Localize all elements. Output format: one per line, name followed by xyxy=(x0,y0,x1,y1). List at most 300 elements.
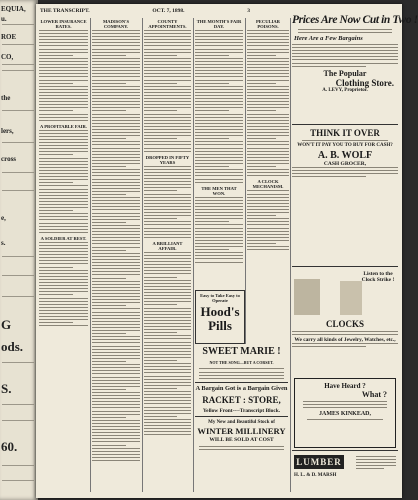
text-line xyxy=(92,370,140,371)
clocks-title: CLOCKS xyxy=(325,319,364,329)
prev-text-5: the xyxy=(1,94,11,102)
text-line xyxy=(195,73,243,74)
text-line xyxy=(144,228,191,229)
article-text-col4b xyxy=(195,197,243,263)
text-line xyxy=(144,36,191,37)
newspaper-page xyxy=(36,4,418,498)
text-line xyxy=(39,154,73,155)
text-line xyxy=(247,42,289,43)
text-line xyxy=(195,148,243,149)
text-line xyxy=(39,55,73,56)
text-line xyxy=(39,316,88,317)
text-line xyxy=(39,226,88,227)
text-line xyxy=(195,132,243,133)
have-heard-line: Have Heard ? xyxy=(324,382,366,390)
text-line xyxy=(92,401,140,402)
text-line xyxy=(39,210,73,211)
text-line xyxy=(39,313,88,314)
text-line xyxy=(247,73,289,74)
text-line xyxy=(144,95,191,96)
text-line xyxy=(144,258,191,259)
text-line xyxy=(39,260,88,261)
text-line xyxy=(247,212,289,213)
text-line xyxy=(92,367,140,368)
text-line xyxy=(92,107,140,108)
text-line xyxy=(39,158,88,159)
text-line xyxy=(195,237,243,238)
text-line xyxy=(92,271,140,272)
masthead-date: OCT. 7, 1898. xyxy=(152,8,185,14)
text-line xyxy=(92,287,140,288)
text-line xyxy=(39,73,88,74)
text-line xyxy=(195,55,229,56)
text-line xyxy=(39,104,88,105)
text-line xyxy=(39,67,88,68)
text-line xyxy=(92,448,140,449)
text-line xyxy=(247,95,289,96)
text-line xyxy=(39,86,88,87)
text-line xyxy=(92,55,126,56)
text-line xyxy=(92,432,140,433)
text-line xyxy=(247,249,289,250)
text-line xyxy=(92,234,140,235)
text-line xyxy=(92,330,140,331)
text-line xyxy=(144,221,191,222)
text-line xyxy=(92,157,140,158)
text-line xyxy=(144,203,191,204)
text-line xyxy=(144,58,191,59)
text-line xyxy=(39,136,88,137)
text-line xyxy=(247,104,289,105)
text-line xyxy=(39,145,88,146)
text-line xyxy=(144,101,191,102)
text-line xyxy=(92,188,140,189)
text-line xyxy=(92,373,140,374)
text-line xyxy=(39,70,88,71)
text-line xyxy=(247,120,289,121)
clocks-ad xyxy=(292,266,398,371)
text-line xyxy=(144,314,191,315)
text-line xyxy=(92,293,140,294)
clock-strike-title: Listen to the Clock Strike ! xyxy=(361,271,395,283)
text-line xyxy=(144,49,191,50)
text-line xyxy=(144,45,191,46)
text-line xyxy=(195,218,243,219)
text-line xyxy=(39,251,88,252)
text-line xyxy=(247,123,289,124)
text-line xyxy=(92,426,140,427)
text-line xyxy=(144,148,191,149)
text-line xyxy=(92,39,140,40)
text-line xyxy=(144,178,191,179)
text-line xyxy=(247,190,289,191)
text-line xyxy=(92,460,140,461)
headline-months-fair-day: THE MONTH'S FAIR DAY. xyxy=(196,19,242,29)
text-line xyxy=(247,67,289,68)
new-stock-line: My New and Beautiful Stock of xyxy=(208,420,275,425)
text-line xyxy=(195,209,243,210)
text-line xyxy=(92,278,126,279)
text-line xyxy=(92,175,140,176)
headline-soldier-at-rest: A SOLDIER AT REST. xyxy=(40,235,87,241)
text-line xyxy=(144,292,191,293)
text-line xyxy=(39,229,88,230)
lumber-ad xyxy=(292,450,398,493)
prev-text-7: cross xyxy=(1,155,17,163)
easy-to-take-text: Easy to Take Easy to Operate xyxy=(200,293,240,303)
text-line xyxy=(92,52,140,53)
text-line xyxy=(195,138,229,139)
text-line xyxy=(39,248,88,249)
text-line xyxy=(195,206,243,207)
text-line xyxy=(195,169,243,170)
text-line xyxy=(195,166,229,167)
text-line xyxy=(247,114,289,115)
text-line xyxy=(144,73,191,74)
text-line xyxy=(144,181,191,182)
text-line xyxy=(39,232,88,233)
text-line xyxy=(39,49,88,50)
text-line xyxy=(144,169,191,170)
text-line xyxy=(247,135,289,136)
text-line xyxy=(144,123,191,124)
text-line xyxy=(144,280,191,281)
jewelry-line: We carry all kinds of Jewelry, Watches, etc., xyxy=(294,337,396,344)
text-line xyxy=(92,262,140,263)
text-line xyxy=(144,348,191,349)
text-line xyxy=(247,151,289,152)
text-line xyxy=(39,195,88,196)
text-line xyxy=(144,126,191,127)
text-line xyxy=(39,288,88,289)
text-line xyxy=(92,64,140,65)
text-line xyxy=(39,139,88,140)
text-line xyxy=(92,182,140,183)
clothing-store-title: Clothing Store. xyxy=(335,77,394,88)
text-line xyxy=(92,154,140,155)
kinkead-ad xyxy=(294,378,396,448)
article-text-col3c xyxy=(144,252,191,436)
text-line xyxy=(92,336,140,337)
headline-brilliant-affair: A BRILLIANT AFFAIR. xyxy=(152,240,183,251)
cash-question-line: WON'T IT PAY YOU TO BUY FOR CASH? xyxy=(297,143,393,148)
text-line xyxy=(92,101,140,102)
text-line xyxy=(144,311,191,312)
text-line xyxy=(92,364,140,365)
cash-grocer-line: CASH GROCER, xyxy=(323,161,367,167)
text-line xyxy=(92,126,140,127)
text-line xyxy=(144,70,191,71)
text-line xyxy=(195,45,243,46)
text-line xyxy=(92,92,140,93)
text-line xyxy=(247,110,276,111)
text-line xyxy=(39,45,88,46)
article-text-col3a xyxy=(144,30,191,152)
text-line xyxy=(39,92,88,93)
text-line xyxy=(92,86,140,87)
text-line xyxy=(195,197,243,198)
text-line xyxy=(247,203,289,204)
text-line xyxy=(39,325,88,326)
text-line xyxy=(39,294,73,295)
text-line xyxy=(144,366,191,367)
text-line xyxy=(144,283,191,284)
text-line xyxy=(247,39,289,40)
text-line xyxy=(92,445,126,446)
text-line xyxy=(195,249,229,250)
text-line xyxy=(92,247,140,248)
text-line xyxy=(92,312,140,313)
text-line xyxy=(92,296,140,297)
text-line xyxy=(144,360,177,361)
text-line xyxy=(92,203,140,204)
text-line xyxy=(144,369,191,370)
text-line xyxy=(247,30,289,31)
text-line xyxy=(247,169,289,170)
text-line xyxy=(247,107,289,108)
text-line xyxy=(92,135,140,136)
text-line xyxy=(144,39,191,40)
text-line xyxy=(144,194,191,195)
column-5 xyxy=(247,18,289,288)
text-line xyxy=(39,291,88,292)
text-line xyxy=(144,345,191,346)
text-line xyxy=(39,110,73,111)
text-line xyxy=(39,89,88,90)
text-line xyxy=(247,86,289,87)
text-line xyxy=(92,151,140,152)
text-line xyxy=(195,231,243,232)
clock-illustration-right xyxy=(340,281,362,315)
text-line xyxy=(39,263,88,264)
text-line xyxy=(92,411,140,412)
text-line xyxy=(144,200,191,201)
text-line xyxy=(144,326,191,327)
text-line xyxy=(92,259,140,260)
text-line xyxy=(195,255,243,256)
popular-title: The Popular xyxy=(323,68,367,78)
text-line xyxy=(144,379,191,380)
text-line xyxy=(247,83,276,84)
prev-text-1: EQUIA, xyxy=(1,5,26,13)
text-line xyxy=(247,61,289,62)
text-line xyxy=(92,45,140,46)
text-line xyxy=(39,298,88,299)
text-line xyxy=(39,151,88,152)
text-line xyxy=(92,58,140,59)
text-line xyxy=(92,290,140,291)
text-line xyxy=(92,429,140,430)
column-1 xyxy=(39,18,88,492)
text-line xyxy=(92,284,140,285)
text-line xyxy=(144,261,191,262)
text-line xyxy=(195,228,243,229)
text-line xyxy=(195,110,229,111)
text-line xyxy=(92,76,140,77)
text-line xyxy=(247,36,289,37)
text-line xyxy=(144,317,191,318)
text-line xyxy=(247,117,289,118)
text-line xyxy=(247,200,289,201)
text-line xyxy=(247,89,289,90)
text-line xyxy=(39,257,88,258)
text-line xyxy=(247,141,289,142)
text-line xyxy=(144,329,191,330)
text-line xyxy=(247,206,289,207)
text-line xyxy=(144,338,191,339)
text-line xyxy=(92,404,140,405)
text-line xyxy=(39,130,88,131)
text-line xyxy=(92,228,140,229)
text-line xyxy=(195,246,243,247)
text-line xyxy=(92,144,140,145)
text-line xyxy=(247,175,289,176)
text-line xyxy=(39,301,88,302)
text-line xyxy=(92,191,140,192)
headline-peculiar-poisons: PECULIAR POISONS. xyxy=(256,19,280,29)
text-line xyxy=(195,163,243,164)
text-line xyxy=(144,308,191,309)
text-line xyxy=(39,76,88,77)
text-line xyxy=(92,441,140,442)
text-line xyxy=(144,114,191,115)
text-line xyxy=(144,52,191,53)
text-line xyxy=(247,92,289,93)
text-line xyxy=(144,289,191,290)
text-line xyxy=(247,49,289,50)
prev-text-10: G xyxy=(1,317,12,332)
text-line xyxy=(247,154,289,155)
text-line xyxy=(144,416,177,417)
text-line xyxy=(92,83,126,84)
text-line xyxy=(144,151,191,152)
text-line xyxy=(195,252,243,253)
prev-text-13: 60. xyxy=(1,439,18,454)
text-line xyxy=(144,357,191,358)
text-line xyxy=(92,231,140,232)
text-line xyxy=(92,200,140,201)
text-line xyxy=(92,454,140,455)
text-line xyxy=(39,267,73,268)
text-line xyxy=(92,216,140,217)
text-line xyxy=(92,398,140,399)
text-line xyxy=(195,70,243,71)
text-line xyxy=(195,182,243,183)
text-line xyxy=(144,394,191,395)
text-line xyxy=(92,117,140,118)
text-line xyxy=(247,228,289,229)
text-line xyxy=(92,321,140,322)
text-line xyxy=(92,355,140,356)
text-line xyxy=(92,95,140,96)
text-line xyxy=(39,213,88,214)
text-line xyxy=(195,61,243,62)
text-line xyxy=(39,198,88,199)
text-line xyxy=(195,58,243,59)
text-line xyxy=(195,114,243,115)
text-line xyxy=(195,123,243,124)
text-line xyxy=(144,376,191,377)
text-line xyxy=(39,98,88,99)
hoods-pills-title: Hood's Pills xyxy=(200,304,240,333)
text-line xyxy=(39,179,88,180)
text-line xyxy=(144,61,191,62)
sweet-marie-ad xyxy=(195,344,288,494)
wolf-grocer-ad xyxy=(292,124,398,195)
text-line xyxy=(92,333,126,334)
text-line xyxy=(92,197,140,198)
text-line xyxy=(92,305,126,306)
text-line xyxy=(144,354,191,355)
text-line xyxy=(195,175,243,176)
text-line xyxy=(39,133,88,134)
text-line xyxy=(144,332,177,333)
text-line xyxy=(92,33,140,34)
text-line xyxy=(144,425,191,426)
text-line xyxy=(92,265,140,266)
text-line xyxy=(92,342,140,343)
text-line xyxy=(39,61,88,62)
text-line xyxy=(144,255,191,256)
text-line xyxy=(92,392,140,393)
text-line xyxy=(144,264,191,265)
text-line xyxy=(92,414,140,415)
text-line xyxy=(92,377,140,378)
text-line xyxy=(92,80,140,81)
prev-text-12: S. xyxy=(1,381,12,396)
text-line xyxy=(195,129,243,130)
text-line xyxy=(195,67,243,68)
text-line xyxy=(92,327,140,328)
popular-clothing-ad xyxy=(292,14,418,114)
text-line xyxy=(39,161,88,162)
text-line xyxy=(39,80,88,81)
text-line xyxy=(92,110,126,111)
text-line xyxy=(144,138,177,139)
text-line xyxy=(144,382,191,383)
text-line xyxy=(92,457,140,458)
text-line xyxy=(92,206,140,207)
text-line xyxy=(247,70,289,71)
sold-at-cost-line: WILL BE SOLD AT COST xyxy=(209,437,274,443)
text-line xyxy=(144,407,191,408)
text-line xyxy=(247,45,289,46)
text-line xyxy=(247,218,289,219)
prev-text-11: ods. xyxy=(1,339,24,354)
levy-proprietor: A. LEVY, Proprietor. xyxy=(322,87,368,93)
text-line xyxy=(39,58,88,59)
text-line xyxy=(144,252,191,253)
text-line xyxy=(195,80,243,81)
text-line xyxy=(92,299,140,300)
article-text-col5a xyxy=(247,30,289,176)
text-line xyxy=(92,240,140,241)
text-line xyxy=(247,157,289,158)
wolf-name: A. B. WOLF xyxy=(317,150,373,161)
text-line xyxy=(92,315,140,316)
text-line xyxy=(92,132,140,133)
text-line xyxy=(144,397,191,398)
text-line xyxy=(195,89,243,90)
text-line xyxy=(144,267,191,268)
text-line xyxy=(92,219,140,220)
text-line xyxy=(92,281,140,282)
text-line xyxy=(144,413,191,414)
text-line xyxy=(39,167,88,168)
text-line xyxy=(195,107,243,108)
text-line xyxy=(144,86,191,87)
text-line xyxy=(92,302,140,303)
